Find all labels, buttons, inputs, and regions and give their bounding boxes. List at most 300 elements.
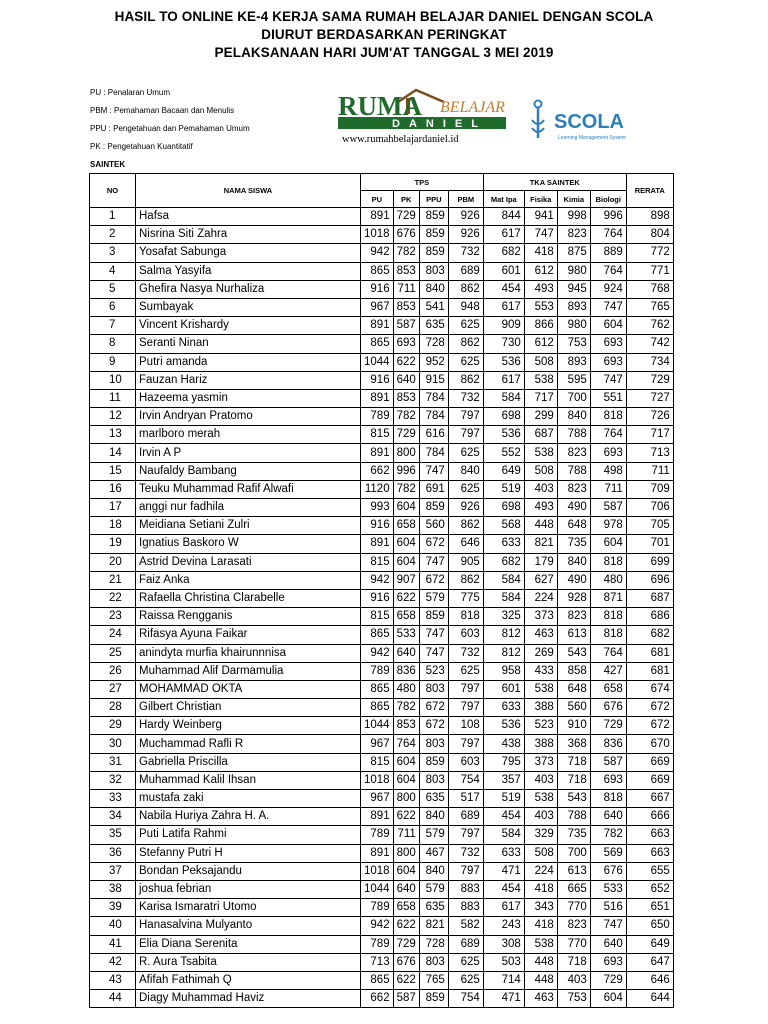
cell-pbm: 517 bbox=[448, 790, 483, 808]
table-row bbox=[90, 389, 674, 407]
table-row bbox=[90, 535, 674, 553]
cell-kimia: 368 bbox=[557, 735, 590, 753]
cell-kimia: 613 bbox=[557, 626, 590, 644]
cell-matipa: 438 bbox=[483, 735, 524, 753]
cell-nama: Bondan Peksajandu bbox=[136, 862, 361, 880]
cell-pbm: 926 bbox=[448, 499, 483, 517]
cell-pu: 789 bbox=[361, 899, 394, 917]
cell-biologi: 764 bbox=[590, 262, 626, 280]
cell-pbm: 625 bbox=[448, 353, 483, 371]
cell-pk: 836 bbox=[393, 662, 419, 680]
cell-nama: Fauzan Hariz bbox=[136, 371, 361, 389]
header-pu: PU bbox=[361, 191, 394, 208]
cell-pbm: 797 bbox=[448, 699, 483, 717]
cell-ppu: 691 bbox=[419, 480, 448, 498]
cell-kimia: 928 bbox=[557, 589, 590, 607]
cell-matipa: 698 bbox=[483, 408, 524, 426]
cell-rerata: 771 bbox=[626, 262, 673, 280]
cell-biologi: 587 bbox=[590, 753, 626, 771]
cell-matipa: 698 bbox=[483, 499, 524, 517]
cell-kimia: 998 bbox=[557, 208, 590, 226]
cell-ppu: 859 bbox=[419, 753, 448, 771]
cell-pbm: 797 bbox=[448, 826, 483, 844]
table-row bbox=[90, 208, 674, 226]
cell-pbm: 775 bbox=[448, 589, 483, 607]
table-row bbox=[90, 589, 674, 607]
cell-fisika: 523 bbox=[524, 717, 557, 735]
cell-kimia: 893 bbox=[557, 298, 590, 316]
cell-ppu: 803 bbox=[419, 680, 448, 698]
cell-ppu: 747 bbox=[419, 462, 448, 480]
cell-pu: 789 bbox=[361, 662, 394, 680]
cell-ppu: 859 bbox=[419, 208, 448, 226]
cell-rerata: 650 bbox=[626, 917, 673, 935]
cell-nama: Vincent Krishardy bbox=[136, 317, 361, 335]
cell-ppu: 821 bbox=[419, 917, 448, 935]
cell-pbm: 754 bbox=[448, 771, 483, 789]
cell-biologi: 640 bbox=[590, 935, 626, 953]
cell-fisika: 269 bbox=[524, 644, 557, 662]
cell-kimia: 648 bbox=[557, 517, 590, 535]
cell-biologi: 693 bbox=[590, 335, 626, 353]
cell-kimia: 753 bbox=[557, 335, 590, 353]
cell-fisika: 538 bbox=[524, 444, 557, 462]
cell-matipa: 649 bbox=[483, 462, 524, 480]
cell-matipa: 308 bbox=[483, 935, 524, 953]
cell-pu: 942 bbox=[361, 571, 394, 589]
cell-rerata: 772 bbox=[626, 244, 673, 262]
cell-pu: 891 bbox=[361, 317, 394, 335]
cell-nama: Nisrina Siti Zahra bbox=[136, 226, 361, 244]
table-row bbox=[90, 335, 674, 353]
cell-matipa: 617 bbox=[483, 899, 524, 917]
cell-fisika: 403 bbox=[524, 808, 557, 826]
cell-rerata: 734 bbox=[626, 353, 673, 371]
cell-biologi: 818 bbox=[590, 608, 626, 626]
cell-ppu: 952 bbox=[419, 353, 448, 371]
cell-no: 6 bbox=[90, 298, 136, 316]
cell-no: 43 bbox=[90, 971, 136, 989]
cell-pu: 942 bbox=[361, 917, 394, 935]
cell-kimia: 718 bbox=[557, 771, 590, 789]
cell-fisika: 627 bbox=[524, 571, 557, 589]
scola-name: SCOLA bbox=[554, 111, 624, 133]
cell-matipa: 552 bbox=[483, 444, 524, 462]
cell-pu: 916 bbox=[361, 589, 394, 607]
header-pbm: PBM bbox=[448, 191, 483, 208]
cell-biologi: 764 bbox=[590, 226, 626, 244]
cell-pk: 782 bbox=[393, 699, 419, 717]
cell-fisika: 508 bbox=[524, 353, 557, 371]
cell-ppu: 579 bbox=[419, 880, 448, 898]
cell-nama: Afifah Fathimah Q bbox=[136, 971, 361, 989]
cell-pu: 916 bbox=[361, 280, 394, 298]
cell-pk: 658 bbox=[393, 517, 419, 535]
cell-matipa: 471 bbox=[483, 990, 524, 1008]
cell-matipa: 454 bbox=[483, 808, 524, 826]
cell-fisika: 448 bbox=[524, 517, 557, 535]
cell-ppu: 579 bbox=[419, 826, 448, 844]
cell-nama: Putri amanda bbox=[136, 353, 361, 371]
cell-ppu: 765 bbox=[419, 971, 448, 989]
cell-ppu: 728 bbox=[419, 935, 448, 953]
table-row bbox=[90, 298, 674, 316]
cell-kimia: 823 bbox=[557, 917, 590, 935]
cell-matipa: 617 bbox=[483, 371, 524, 389]
cell-no: 10 bbox=[90, 371, 136, 389]
cell-no: 26 bbox=[90, 662, 136, 680]
cell-pk: 604 bbox=[393, 535, 419, 553]
cell-pu: 865 bbox=[361, 335, 394, 353]
cell-nama: Muhammad Kalil Ihsan bbox=[136, 771, 361, 789]
table-row bbox=[90, 844, 674, 862]
cell-pk: 640 bbox=[393, 880, 419, 898]
cell-fisika: 538 bbox=[524, 680, 557, 698]
cell-no: 3 bbox=[90, 244, 136, 262]
cell-pbm: 840 bbox=[448, 462, 483, 480]
cell-fisika: 463 bbox=[524, 990, 557, 1008]
table-row bbox=[90, 917, 674, 935]
cell-matipa: 617 bbox=[483, 298, 524, 316]
cell-nama: Hafsa bbox=[136, 208, 361, 226]
cell-pbm: 883 bbox=[448, 880, 483, 898]
cell-fisika: 343 bbox=[524, 899, 557, 917]
cell-pbm: 862 bbox=[448, 571, 483, 589]
cell-pu: 789 bbox=[361, 408, 394, 426]
cell-pu: 789 bbox=[361, 935, 394, 953]
cell-pk: 604 bbox=[393, 753, 419, 771]
table-row bbox=[90, 644, 674, 662]
cell-kimia: 823 bbox=[557, 608, 590, 626]
cell-pu: 865 bbox=[361, 699, 394, 717]
cell-pu: 662 bbox=[361, 990, 394, 1008]
cell-ppu: 541 bbox=[419, 298, 448, 316]
cell-pu: 713 bbox=[361, 953, 394, 971]
cell-pbm: 625 bbox=[448, 480, 483, 498]
cell-ppu: 672 bbox=[419, 717, 448, 735]
cell-biologi: 604 bbox=[590, 317, 626, 335]
cell-kimia: 858 bbox=[557, 662, 590, 680]
table-row bbox=[90, 790, 674, 808]
cell-kimia: 823 bbox=[557, 480, 590, 498]
cell-nama: Meidiana Setiani Zulri bbox=[136, 517, 361, 535]
cell-no: 17 bbox=[90, 499, 136, 517]
cell-pbm: 732 bbox=[448, 244, 483, 262]
cell-matipa: 357 bbox=[483, 771, 524, 789]
cell-pk: 782 bbox=[393, 244, 419, 262]
cell-nama: Raissa Rengganis bbox=[136, 608, 361, 626]
cell-ppu: 635 bbox=[419, 899, 448, 917]
cell-rerata: 686 bbox=[626, 608, 673, 626]
cell-biologi: 658 bbox=[590, 680, 626, 698]
cell-no: 40 bbox=[90, 917, 136, 935]
table-row bbox=[90, 771, 674, 789]
cell-pk: 676 bbox=[393, 953, 419, 971]
cell-matipa: 536 bbox=[483, 717, 524, 735]
header-rerata: RERATA bbox=[626, 174, 673, 208]
cell-fisika: 538 bbox=[524, 371, 557, 389]
cell-pu: 1044 bbox=[361, 353, 394, 371]
cell-pbm: 797 bbox=[448, 735, 483, 753]
cell-kimia: 735 bbox=[557, 826, 590, 844]
table-row bbox=[90, 462, 674, 480]
cell-no: 33 bbox=[90, 790, 136, 808]
cell-fisika: 418 bbox=[524, 880, 557, 898]
table-row bbox=[90, 826, 674, 844]
cell-nama: Teuku Muhammad Rafif Alwafi bbox=[136, 480, 361, 498]
cell-pbm: 625 bbox=[448, 662, 483, 680]
title-line-2: DIURUT BERDASARKAN PERINGKAT bbox=[261, 27, 507, 42]
cell-no: 1 bbox=[90, 208, 136, 226]
cell-nama: Muhammad Alif Darmamulia bbox=[136, 662, 361, 680]
cell-matipa: 682 bbox=[483, 244, 524, 262]
cell-fisika: 403 bbox=[524, 480, 557, 498]
cell-nama: Elia Diana Serenita bbox=[136, 935, 361, 953]
table-row bbox=[90, 262, 674, 280]
cell-pk: 711 bbox=[393, 280, 419, 298]
cell-nama: anindyta murfia khairunnnisa bbox=[136, 644, 361, 662]
cell-pbm: 797 bbox=[448, 862, 483, 880]
table-row bbox=[90, 626, 674, 644]
cell-biologi: 871 bbox=[590, 589, 626, 607]
cell-ppu: 747 bbox=[419, 626, 448, 644]
cell-kimia: 735 bbox=[557, 535, 590, 553]
table-body bbox=[90, 208, 674, 1008]
cell-pk: 693 bbox=[393, 335, 419, 353]
cell-rerata: 646 bbox=[626, 971, 673, 989]
scola-logo bbox=[528, 98, 650, 144]
cell-pu: 891 bbox=[361, 808, 394, 826]
cell-ppu: 579 bbox=[419, 589, 448, 607]
cell-kimia: 753 bbox=[557, 990, 590, 1008]
cell-matipa: 325 bbox=[483, 608, 524, 626]
cell-ppu: 859 bbox=[419, 226, 448, 244]
cell-pbm: 625 bbox=[448, 953, 483, 971]
cell-kimia: 770 bbox=[557, 935, 590, 953]
cell-matipa: 812 bbox=[483, 644, 524, 662]
cell-pbm: 689 bbox=[448, 935, 483, 953]
cell-nama: anggi nur fadhila bbox=[136, 499, 361, 517]
cell-pbm: 862 bbox=[448, 280, 483, 298]
cell-biologi: 764 bbox=[590, 644, 626, 662]
cell-nama: Gabriella Priscilla bbox=[136, 753, 361, 771]
cell-matipa: 584 bbox=[483, 571, 524, 589]
cell-ppu: 784 bbox=[419, 408, 448, 426]
cell-no: 15 bbox=[90, 462, 136, 480]
cell-no: 34 bbox=[90, 808, 136, 826]
cell-nama: Ignatius Baskoro W bbox=[136, 535, 361, 553]
cell-pk: 622 bbox=[393, 353, 419, 371]
cell-pu: 916 bbox=[361, 517, 394, 535]
cell-rerata: 644 bbox=[626, 990, 673, 1008]
cell-pu: 1120 bbox=[361, 480, 394, 498]
table-row bbox=[90, 608, 674, 626]
cell-pu: 1018 bbox=[361, 226, 394, 244]
cell-matipa: 536 bbox=[483, 353, 524, 371]
cell-ppu: 840 bbox=[419, 862, 448, 880]
cell-rerata: 729 bbox=[626, 371, 673, 389]
cell-pbm: 883 bbox=[448, 899, 483, 917]
cell-kimia: 980 bbox=[557, 262, 590, 280]
cell-fisika: 493 bbox=[524, 280, 557, 298]
cell-fisika: 717 bbox=[524, 389, 557, 407]
cell-ppu: 803 bbox=[419, 262, 448, 280]
cell-pu: 815 bbox=[361, 753, 394, 771]
cell-fisika: 403 bbox=[524, 771, 557, 789]
cell-fisika: 373 bbox=[524, 753, 557, 771]
cell-rerata: 649 bbox=[626, 935, 673, 953]
cell-ppu: 803 bbox=[419, 735, 448, 753]
table-row bbox=[90, 735, 674, 753]
table-row bbox=[90, 971, 674, 989]
table-row bbox=[90, 662, 674, 680]
cell-biologi: 889 bbox=[590, 244, 626, 262]
cell-nama: Irvin A P bbox=[136, 444, 361, 462]
cell-no: 39 bbox=[90, 899, 136, 917]
table-row bbox=[90, 280, 674, 298]
cell-biologi: 533 bbox=[590, 880, 626, 898]
cell-no: 14 bbox=[90, 444, 136, 462]
header-biologi: Biologi bbox=[590, 191, 626, 208]
cell-fisika: 224 bbox=[524, 589, 557, 607]
cell-fisika: 179 bbox=[524, 553, 557, 571]
scola-tagline: Learning Management System bbox=[558, 135, 627, 141]
cell-pbm: 646 bbox=[448, 535, 483, 553]
cell-no: 25 bbox=[90, 644, 136, 662]
table-row bbox=[90, 699, 674, 717]
cell-no: 5 bbox=[90, 280, 136, 298]
cell-nama: marlboro merah bbox=[136, 426, 361, 444]
cell-no: 2 bbox=[90, 226, 136, 244]
cell-ppu: 840 bbox=[419, 280, 448, 298]
cell-ppu: 523 bbox=[419, 662, 448, 680]
cell-biologi: 551 bbox=[590, 389, 626, 407]
cell-fisika: 747 bbox=[524, 226, 557, 244]
cell-rerata: 666 bbox=[626, 808, 673, 826]
cell-matipa: 633 bbox=[483, 535, 524, 553]
cell-biologi: 676 bbox=[590, 699, 626, 717]
cell-rerata: 742 bbox=[626, 335, 673, 353]
cell-matipa: 601 bbox=[483, 680, 524, 698]
cell-biologi: 818 bbox=[590, 408, 626, 426]
cell-biologi: 818 bbox=[590, 553, 626, 571]
cell-biologi: 764 bbox=[590, 426, 626, 444]
cell-matipa: 714 bbox=[483, 971, 524, 989]
cell-rerata: 681 bbox=[626, 662, 673, 680]
cell-biologi: 836 bbox=[590, 735, 626, 753]
cell-nama: Stefanny Putri H bbox=[136, 844, 361, 862]
cell-biologi: 996 bbox=[590, 208, 626, 226]
cell-kimia: 543 bbox=[557, 644, 590, 662]
cell-pk: 622 bbox=[393, 917, 419, 935]
cell-kimia: 560 bbox=[557, 699, 590, 717]
cell-pk: 640 bbox=[393, 371, 419, 389]
cell-pbm: 625 bbox=[448, 317, 483, 335]
header-tps: TPS bbox=[361, 174, 484, 191]
cell-fisika: 448 bbox=[524, 953, 557, 971]
cell-pk: 853 bbox=[393, 717, 419, 735]
cell-pu: 891 bbox=[361, 389, 394, 407]
cell-biologi: 729 bbox=[590, 971, 626, 989]
cell-rerata: 647 bbox=[626, 953, 673, 971]
cell-ppu: 635 bbox=[419, 317, 448, 335]
cell-matipa: 958 bbox=[483, 662, 524, 680]
cell-kimia: 893 bbox=[557, 353, 590, 371]
cell-pu: 815 bbox=[361, 553, 394, 571]
cell-no: 22 bbox=[90, 589, 136, 607]
cell-pk: 800 bbox=[393, 844, 419, 862]
cell-nama: MOHAMMAD OKTA bbox=[136, 680, 361, 698]
cell-no: 36 bbox=[90, 844, 136, 862]
legend-ppu: PPU : Pengetahuan dan Pemahaman Umum bbox=[90, 124, 250, 133]
cell-ppu: 560 bbox=[419, 517, 448, 535]
cell-nama: Diagy Muhammad Haviz bbox=[136, 990, 361, 1008]
cell-rerata: 706 bbox=[626, 499, 673, 517]
cell-nama: Rifasya Ayuna Faikar bbox=[136, 626, 361, 644]
cell-kimia: 788 bbox=[557, 426, 590, 444]
table-row bbox=[90, 862, 674, 880]
cell-kimia: 980 bbox=[557, 317, 590, 335]
cell-biologi: 924 bbox=[590, 280, 626, 298]
cell-pu: 815 bbox=[361, 608, 394, 626]
cell-rerata: 709 bbox=[626, 480, 673, 498]
cell-pk: 676 bbox=[393, 226, 419, 244]
cell-kimia: 840 bbox=[557, 553, 590, 571]
ranking-table bbox=[89, 173, 674, 1008]
cell-pk: 658 bbox=[393, 899, 419, 917]
cell-kimia: 595 bbox=[557, 371, 590, 389]
cell-ppu: 859 bbox=[419, 990, 448, 1008]
table-row bbox=[90, 317, 674, 335]
cell-fisika: 821 bbox=[524, 535, 557, 553]
cell-biologi: 693 bbox=[590, 953, 626, 971]
cell-fisika: 448 bbox=[524, 971, 557, 989]
cell-no: 42 bbox=[90, 953, 136, 971]
table-row bbox=[90, 717, 674, 735]
cell-no: 13 bbox=[90, 426, 136, 444]
cell-nama: Nabila Huriya Zahra H. A. bbox=[136, 808, 361, 826]
table-row bbox=[90, 953, 674, 971]
cell-pbm: 862 bbox=[448, 371, 483, 389]
table-row bbox=[90, 499, 674, 517]
cell-pbm: 862 bbox=[448, 335, 483, 353]
cell-no: 16 bbox=[90, 480, 136, 498]
cell-rerata: 717 bbox=[626, 426, 673, 444]
cell-biologi: 747 bbox=[590, 298, 626, 316]
cell-pbm: 582 bbox=[448, 917, 483, 935]
header-tka: TKA SAINTEK bbox=[483, 174, 626, 191]
cell-pu: 1018 bbox=[361, 771, 394, 789]
cell-biologi: 427 bbox=[590, 662, 626, 680]
cell-matipa: 909 bbox=[483, 317, 524, 335]
logo-word-belajar: BELAJAR bbox=[440, 99, 505, 116]
cell-pbm: 732 bbox=[448, 389, 483, 407]
cell-biologi: 516 bbox=[590, 899, 626, 917]
cell-pu: 865 bbox=[361, 971, 394, 989]
cell-nama: R. Aura Tsabita bbox=[136, 953, 361, 971]
table-row bbox=[90, 880, 674, 898]
cell-nama: Hazeema yasmin bbox=[136, 389, 361, 407]
cell-fisika: 224 bbox=[524, 862, 557, 880]
cell-pk: 480 bbox=[393, 680, 419, 698]
table-row bbox=[90, 808, 674, 826]
title-line-3: PELAKSANAAN HARI JUM'AT TANGGAL 3 MEI 2019 bbox=[214, 45, 554, 60]
cell-nama: Hanasalvina Mulyanto bbox=[136, 917, 361, 935]
cell-rerata: 669 bbox=[626, 771, 673, 789]
table-row bbox=[90, 571, 674, 589]
cell-no: 44 bbox=[90, 990, 136, 1008]
cell-rerata: 674 bbox=[626, 680, 673, 698]
